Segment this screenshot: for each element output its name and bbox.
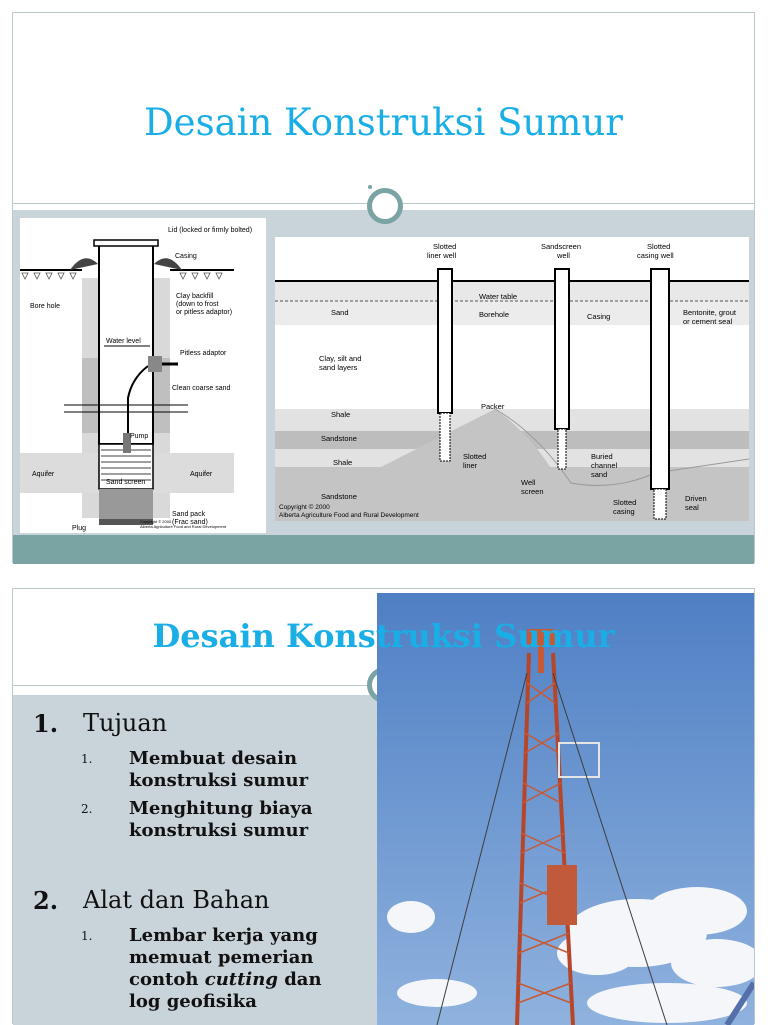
slide-2-outline (33, 709, 368, 1019)
label-slotted-casing: Slotted (613, 498, 637, 507)
label-slotted-liner-well: Slotted (433, 242, 457, 251)
slide-1-footer-bar (13, 535, 754, 564)
well-cross-section-svg (20, 218, 266, 533)
label-lid: Lid (locked or firmly bolted) (168, 227, 253, 234)
label-slotted-liner-2: liner (463, 461, 478, 470)
drilling-rig-photo (377, 593, 754, 1025)
label-sand-pack: Sand pack (172, 511, 206, 518)
label-sandscreen: Sandscreen (541, 242, 582, 251)
list-item: 2. Menghitung biaya konstruksi sumur (81, 798, 313, 841)
label-plug: Plug (72, 525, 87, 532)
label-sandscreen-2: well (557, 251, 570, 260)
label-slotted-casing-well-2: casing well (637, 251, 674, 260)
drilling-rig-svg (377, 593, 754, 1025)
label-slotted-liner: Slotted (463, 452, 487, 461)
list-item: 1. Lembar kerja yang memuat pemerian contoh cutting dan log geofisika (33, 925, 368, 1013)
label-casing: Casing (175, 253, 197, 260)
label-shale-1: Shale (331, 410, 351, 419)
label-packer: Packer (481, 402, 505, 411)
decor-circle-icon (367, 188, 403, 224)
decor-dot (368, 185, 372, 189)
label-clay-backfill: Clay backfill (176, 293, 214, 300)
slide-2-title: Desain Konstruksi Sumur (152, 617, 615, 655)
label-well-screen-2: screen (521, 487, 544, 496)
well-cross-section-diagram (20, 218, 266, 533)
label-slotted-casing-2: casing (613, 507, 635, 516)
section-2-heading: 2. Alat dan Bahan (33, 886, 270, 915)
label-copyright-right: Copyright © 2000 (279, 504, 330, 511)
label-clay-backfill-3: or pitless adaptor) (176, 309, 233, 316)
label-sandstone-2: Sandstone (321, 492, 357, 501)
label-clean-sand: Clean coarse sand (172, 385, 231, 392)
label-driven-seal: Driven (685, 494, 707, 503)
label-copyright-right-2: Alberta Agriculture Food and Rural Development (279, 512, 419, 519)
label-clay-backfill-2: (down to frost (176, 301, 219, 308)
label-buried-2: channel (591, 461, 618, 470)
section-1-heading: 1. Tujuan (33, 709, 168, 738)
label-sand-screen: Sand screen (106, 479, 146, 486)
label-bentonite: Bentonite, grout (683, 308, 736, 317)
label-bentonite-2: or cement seal (683, 317, 733, 326)
label-copyright: Copyright © 2000 (140, 519, 172, 524)
label-pitless-adaptor: Pitless adaptor (180, 350, 227, 357)
label-copyright-2: Alberta Agriculture Food and Rural Development (140, 524, 227, 529)
label-bore-hole: Bore hole (30, 303, 60, 310)
label-aquifer-left: Aquifer (32, 471, 55, 478)
label-buried: Buried (591, 452, 613, 461)
well-types-svg (275, 237, 749, 521)
label-sand: Sand (331, 308, 349, 317)
slide-2 (12, 588, 755, 1024)
label-frac-sand: (Frac sand) (172, 519, 208, 526)
slide-1 (12, 12, 755, 563)
label-casing-right: Casing (587, 312, 611, 321)
label-clay-silt: Clay, silt and (319, 354, 362, 363)
slide-1-title: Desain Konstruksi Sumur (144, 101, 623, 144)
label-borehole: Borehole (479, 310, 510, 319)
label-sandstone-1: Sandstone (321, 434, 357, 443)
label-driven-seal-2: seal (685, 503, 699, 512)
label-aquifer-right: Aquifer (190, 471, 213, 478)
list-item: 1. Membuat desain konstruksi sumur (81, 748, 309, 791)
label-shale-2: Shale (333, 458, 353, 467)
slide-1-title-area (13, 13, 754, 204)
label-water-level: Water level (106, 338, 141, 345)
label-water-table: Water table (479, 292, 518, 301)
label-pump: Pump (130, 433, 149, 440)
label-slotted-liner-well-2: liner well (427, 251, 457, 260)
well-types-diagram (275, 237, 749, 521)
label-clay-silt-2: sand layers (319, 363, 358, 372)
label-buried-3: sand (591, 470, 608, 479)
list-item-text: Lembar kerja yang memuat pemerian contoh cutting dan log geofisika (129, 925, 322, 1012)
label-well-screen: Well (521, 478, 536, 487)
label-slotted-casing-well: Slotted (647, 242, 671, 251)
